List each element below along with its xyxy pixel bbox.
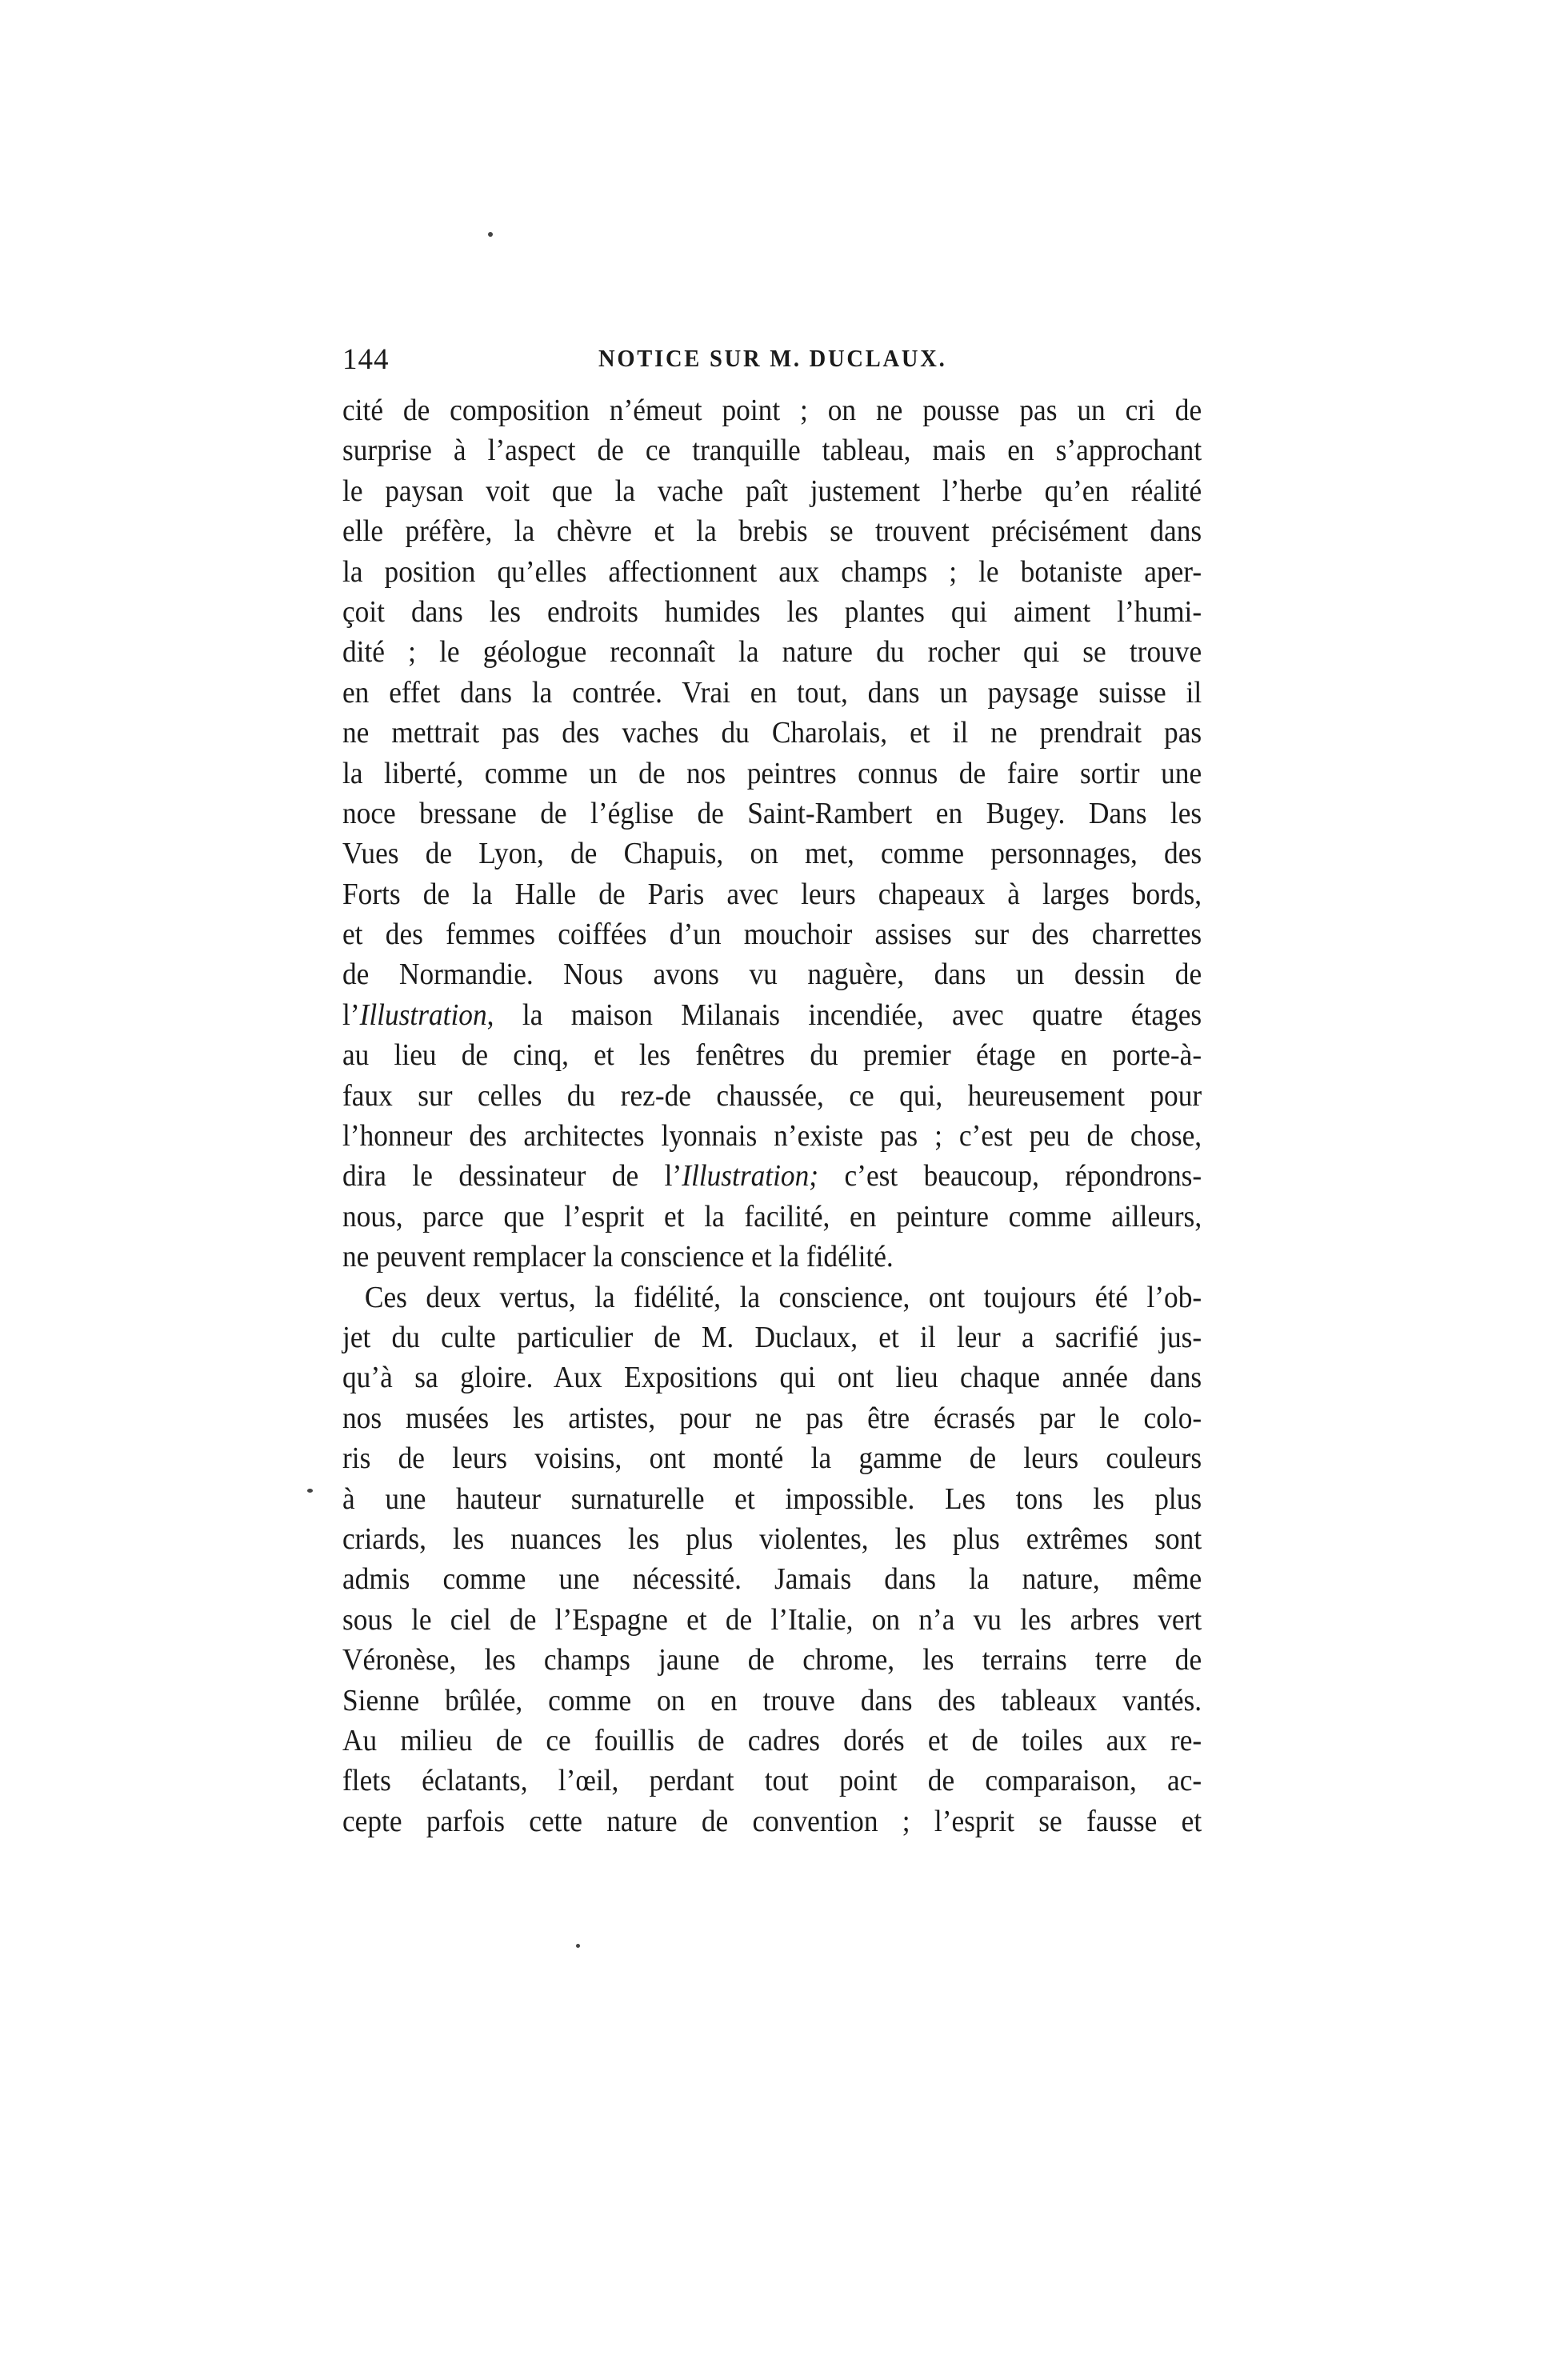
text-line: Au milieu de ce fouillis de cadres dorés et de toiles aux re- [342, 1723, 1202, 1757]
text-line: noce bressane de l’église de Saint-Rambert en Bugey. Dans les [342, 796, 1202, 830]
text-segment: c’est beaucoup, répondrons- [818, 1159, 1202, 1193]
text-line: la position qu’elles affectionnent aux champs ; le botaniste aper- [342, 554, 1202, 589]
text-line [342, 1156, 1202, 1196]
text-line [342, 995, 1202, 1035]
text-line: au lieu de cinq, et les fenêtres du premier étage en porte-à- [342, 1038, 1202, 1073]
text-line: l’honneur des architectes lyonnais n’existe pas ; c’est peu de chose, [342, 1119, 1202, 1154]
italic-title: Illustration; [682, 1159, 819, 1193]
text-line: nous, parce que l’esprit et la facilité, en peinture comme ailleurs, [342, 1199, 1202, 1233]
text-line: surprise à l’aspect de ce tranquille tableau, mais en s’approchant [342, 434, 1202, 468]
text-line: à une hauteur surnaturelle et impossible. Les tons les plus [342, 1481, 1202, 1516]
page-header [342, 342, 1202, 387]
text-line: elle préfère, la chèvre et la brebis se trouvent précisément dans [342, 514, 1202, 549]
body-text [342, 390, 1202, 1841]
text-line: criards, les nuances les plus violentes, les plus extrêmes sont [342, 1521, 1202, 1556]
text-line: nos musées les artistes, pour ne pas être écrasés par le colo- [342, 1401, 1202, 1435]
text-line: ne peuvent remplacer la conscience et la fidélité. [342, 1240, 894, 1274]
text-line: le paysan voit que la vache paît justement l’herbe qu’en réalité [342, 474, 1202, 508]
text-line: Ces deux vertus, la fidélité, la conscience, ont toujours été l’ob- [364, 1280, 1202, 1314]
page-number: 144 [342, 343, 390, 376]
text-line: cepte parfois cette nature de convention ; l’esprit se fausse et [342, 1804, 1202, 1838]
text-line: admis comme une nécessité. Jamais dans la nature, même [342, 1562, 1202, 1597]
text-line: Véronèse, les champs jaune de chrome, les terrains terre de [342, 1643, 1202, 1677]
text-segment: l’ [342, 998, 360, 1032]
text-line: cité de composition n’émeut point ; on ne pousse pas un cri de [342, 394, 1202, 427]
text-line: çoit dans les endroits humides les plantes qui aiment l’humi- [342, 594, 1202, 629]
text-line: Vues de Lyon, de Chapuis, on met, comme personnages, des [342, 837, 1202, 871]
text-line: ris de leurs voisins, ont monté la gamme de leurs couleurs [342, 1441, 1202, 1476]
text-segment: dira le dessinateur de l’ [342, 1159, 682, 1193]
text-line: et des femmes coiffées d’un mouchoir assises sur des charrettes [342, 918, 1202, 952]
paper-speck [488, 232, 493, 237]
running-title: NOTICE SUR M. DUCLAUX. [598, 344, 947, 372]
text-line: dité ; le géologue reconnaît la nature du rocher qui se trouve [342, 635, 1202, 670]
paper-speck [576, 1944, 580, 1948]
paper-speck [307, 1489, 313, 1493]
text-line: de Normandie. Nous avons vu naguère, dans un dessin de [342, 958, 1202, 992]
text-line: qu’à sa gloire. Aux Expositions qui ont lieu chaque année dans [342, 1361, 1202, 1395]
text-line: ne mettrait pas des vaches du Charolais, et il ne prendrait pas [342, 716, 1202, 750]
text-line: la liberté, comme un de nos peintres connus de faire sortir une [342, 756, 1202, 790]
text-segment: , la maison Milanais incendiée, avec quatre étages [486, 998, 1202, 1032]
text-line: en effet dans la contrée. Vrai en tout, dans un paysage suisse il [342, 675, 1202, 710]
text-line: Forts de la Halle de Paris avec leurs chapeaux à larges bords, [342, 877, 1202, 911]
text-line: flets éclatants, l’œil, perdant tout point de comparaison, ac- [342, 1764, 1202, 1798]
text-line: sous le ciel de l’Espagne et de l’Italie, on n’a vu les arbres vert [342, 1602, 1202, 1637]
italic-title: Illustration [359, 998, 487, 1032]
text-line: jet du culte particulier de M. Duclaux, et il leur a sacrifié jus- [342, 1320, 1202, 1354]
text-line: faux sur celles du rez-de chaussée, ce qui, heureusement pour [342, 1078, 1202, 1113]
text-line: Sienne brûlée, comme on en trouve dans des tableaux vantés. [342, 1683, 1202, 1717]
